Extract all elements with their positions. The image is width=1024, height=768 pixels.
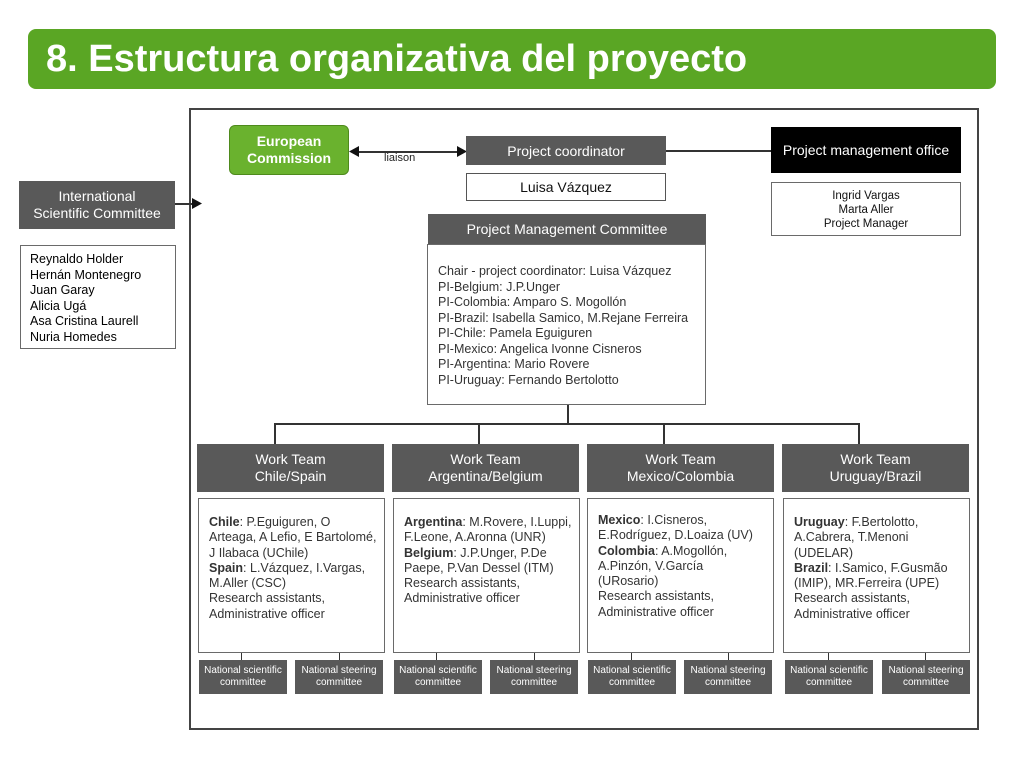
work-team-argentina-belgium-body <box>393 498 580 653</box>
national-steering-committee-box <box>490 660 578 694</box>
pc-pmo-line <box>666 150 771 152</box>
project-coordinator-label: Project coordinator <box>507 142 625 159</box>
wt-title: Work Team <box>840 451 911 467</box>
isc-box <box>19 181 175 229</box>
national-scientific-committee-box <box>785 660 873 694</box>
wt-people: : J.P.Unger, P.De Paepe, P.Van Dessel (ITM) <box>404 545 554 575</box>
ec-line1: European <box>256 133 322 149</box>
project-coordinator-name: Luisa Vázquez <box>520 179 612 195</box>
work-team-chile-spain-body <box>198 498 385 653</box>
pmo-box <box>771 127 961 173</box>
nst-label: National steering committee <box>690 665 766 688</box>
wt-extra: Research assistants, Administrative officer <box>209 591 326 621</box>
wt-extra: Research assistants, Administrative officer <box>794 591 911 621</box>
isc-member: Asa Cristina Laurell <box>30 314 139 328</box>
work-team-uruguay-brazil-body <box>783 498 970 653</box>
national-scientific-committee-box <box>199 660 287 694</box>
pmc-member: PI-Chile: Pamela Eguiguren <box>438 326 593 340</box>
isc-line1: International <box>58 188 136 204</box>
pmc-member: PI-Argentina: Mario Rovere <box>438 357 590 371</box>
project-coordinator-name-box <box>466 173 666 201</box>
pmc-header <box>428 214 706 244</box>
liaison-arrow-left-icon <box>349 146 359 157</box>
wt-people: : I.Cisneros, E.Rodríguez, D.Loaiza (UV) <box>598 513 753 543</box>
pmc-label: Project Management Committee <box>466 221 668 237</box>
pmc-member: PI-Belgium: J.P.Unger <box>438 279 561 294</box>
wt-title: Work Team <box>255 451 326 467</box>
wt-people: : L.Vázquez, I.Vargas, M.Aller (CSC) <box>209 560 366 591</box>
wt-people: : A.Mogollón, A.Pinzón, V.García (URosario) <box>598 543 728 589</box>
wt4-drop-line <box>858 423 860 444</box>
national-steering-committee-box <box>882 660 970 694</box>
wt2-nsc-tick <box>436 653 437 660</box>
wt3-nsc-tick <box>631 653 632 660</box>
slide-title: 8. Estructura organizativa del proyecto <box>46 38 748 80</box>
wt-extra: Research assistants, Administrative officer <box>598 589 715 619</box>
wt3-nst-tick <box>728 653 729 660</box>
wt-country: Mexico <box>598 513 641 527</box>
wt1-nst-tick <box>339 653 340 660</box>
nst-label: National steering committee <box>301 665 377 688</box>
wt-people: : M.Rovere, I.Luppi, F.Leone, A.Aronna (UNR) <box>404 515 572 545</box>
wt1-drop-line <box>274 423 276 444</box>
work-team-bus-line <box>274 423 860 425</box>
wt-country: Colombia <box>598 543 655 558</box>
work-team-mexico-colombia-body <box>587 498 774 653</box>
nst-label: National steering committee <box>496 665 572 688</box>
nsc-label: National scientific committee <box>593 665 671 688</box>
isc-member: Juan Garay <box>30 283 95 297</box>
wt-subtitle: Mexico/Colombia <box>626 468 735 484</box>
nsc-label: National scientific committee <box>790 665 868 688</box>
wt-title: Work Team <box>645 451 716 467</box>
wt-people: : P.Eguiguren, O Arteaga, A Lefio, E Bartolomé, J Ilabaca (UChile) <box>209 515 377 560</box>
pmc-members-box <box>427 244 706 405</box>
wt2-drop-line <box>478 423 480 444</box>
wt4-nst-tick <box>925 653 926 660</box>
work-team-uruguay-brazil-header <box>782 444 969 492</box>
wt-subtitle: Chile/Spain <box>254 468 327 484</box>
pmo-member: Project Manager <box>823 218 909 230</box>
ec-line2: Commission <box>246 150 331 166</box>
work-team-argentina-belgium-header <box>392 444 579 492</box>
isc-arrow-icon <box>192 198 202 209</box>
pmc-member: PI-Mexico: Angelica Ivonne Cisneros <box>438 341 642 356</box>
wt-people: : F.Bertolotto, A.Cabrera, T.Menoni (UDELAR) <box>794 515 919 560</box>
work-team-chile-spain-header <box>197 444 384 492</box>
wt-title: Work Team <box>450 451 521 467</box>
wt2-nst-tick <box>534 653 535 660</box>
isc-member: Nuria Homedes <box>30 329 117 344</box>
nsc-label: National scientific committee <box>204 665 282 688</box>
project-coordinator-box <box>466 136 666 165</box>
isc-member: Hernán Montenegro <box>30 267 142 282</box>
pmo-members-box <box>771 182 961 236</box>
pmc-member: Chair - project coordinator: Luisa Vázquez <box>438 264 672 278</box>
national-scientific-committee-box <box>588 660 676 694</box>
pmc-member: PI-Brazil: Isabella Samico, M.Rejane Ferreira <box>438 310 689 325</box>
pmo-label: Project management office <box>782 142 950 158</box>
pmo-member: Ingrid Vargas <box>832 190 900 202</box>
wt-subtitle: Argentina/Belgium <box>428 468 543 484</box>
isc-member: Alicia Ugá <box>30 298 87 313</box>
national-steering-committee-box <box>684 660 772 694</box>
wt3-drop-line <box>663 423 665 444</box>
wt-country: Uruguay <box>794 515 845 529</box>
pmc-member: PI-Uruguay: Fernando Bertolotto <box>438 372 619 387</box>
isc-line2: Scientific Committee <box>33 205 161 221</box>
wt4-nsc-tick <box>828 653 829 660</box>
wt-country: Brazil <box>794 560 829 575</box>
isc-arrow-line <box>175 203 193 205</box>
national-scientific-committee-box <box>394 660 482 694</box>
wt-country: Belgium <box>404 545 454 560</box>
pmc-member: PI-Colombia: Amparo S. Mogollón <box>438 295 627 309</box>
work-team-mexico-colombia-header <box>587 444 774 492</box>
pmo-member: Marta Aller <box>838 204 894 216</box>
liaison-label: liaison <box>384 152 416 164</box>
national-steering-committee-box <box>295 660 383 694</box>
wt-country: Spain <box>209 560 244 575</box>
isc-members-box <box>20 245 176 349</box>
isc-member: Reynaldo Holder <box>30 252 124 266</box>
slide-title-bar <box>28 29 996 89</box>
wt-country: Argentina <box>404 515 463 529</box>
wt-subtitle: Uruguay/Brazil <box>829 468 922 484</box>
wt1-nsc-tick <box>241 653 242 660</box>
pmc-down-line <box>567 405 569 424</box>
nsc-label: National scientific committee <box>399 665 477 688</box>
european-commission-box <box>229 125 349 175</box>
wt-country: Chile <box>209 515 240 529</box>
wt-extra: Research assistants, Administrative officer <box>404 576 521 606</box>
nst-label: National steering committee <box>888 665 964 688</box>
wt-people: : I.Samico, F.Gusmão (IMIP), MR.Ferreira (UPE) <box>794 560 948 591</box>
